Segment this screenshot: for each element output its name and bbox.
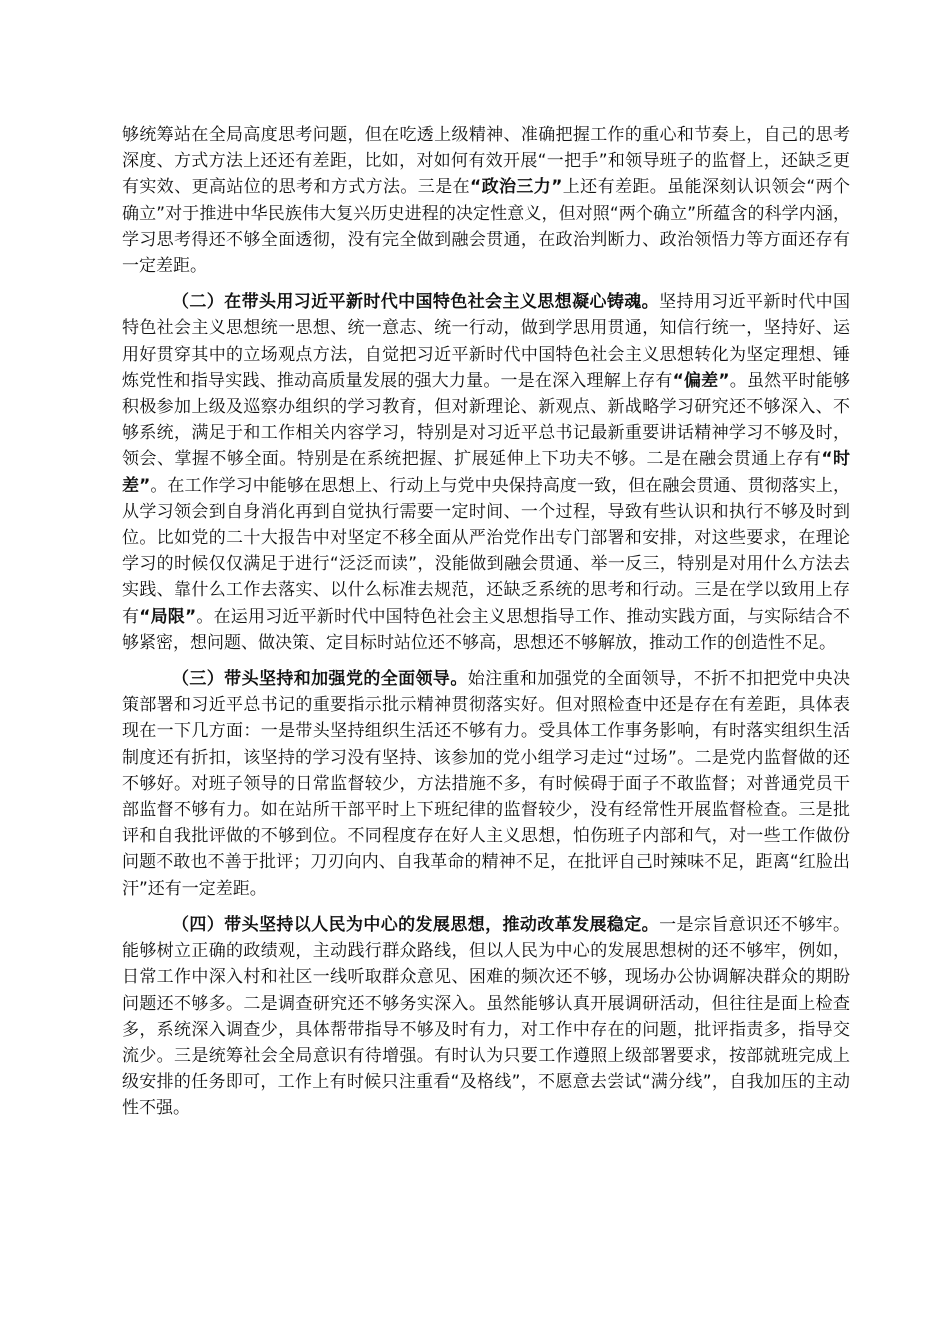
section-heading: （二）在带头用习近平新时代中国特色社会主义思想凝心铸魂。 [172, 292, 660, 313]
paragraph-text: 。在工作学习中能够在思想上、行动上与党中央保持高度一致，但在融会贯通、贯彻落实上，从学习领会到自身消化再到自觉执行需要一定时间、一个过程，导致有些认识和执行不够及时到位。比如党的二十大报告中对坚定不移全面从严治党作出专门部署和安排，对这些要求，在理论学习的时候仅仅满足于进行“泛泛而读”，没能做到融会贯通、举一反三，特别是对用什么方法去实践、靠什么工作去落实、以什么标准去规范，还缺乏系统的思考和行动。三是在学以致用上存有 [122, 475, 850, 627]
paragraph-text: 上还有差距。虽能深刻认识领会“两个确立”对于推进中华民族伟大复兴历史进程的决定性意义，但对照“两个确立”所蕴含的科学内涵，学习思考得还不够全面透彻，没有完全做到融会贯通，在政治判断力、政治领悟力等方面还存有一定差距。 [122, 177, 850, 277]
paragraph-emphasis: “局限” [139, 606, 197, 627]
paragraph-text: 始注重和加强党的全面领导，不折不扣把党中央决策部署和习近平总书记的重要指示批示精神贯彻落实好。但对照检查中还是存在有差距，具体表现在一下几方面：一是带头坚持组织生活还不够有力。受具体工作事务影响，有时落实组织生活制度还有折扣，该坚持的学习没有坚持、该参加的党小组学习走过“过场”。二是党内监督做的还不够好。对班子领导的日常监督较少，方法措施不多，有时候碍于面子不敢监督；对普通党员干部监督不够有力。如在站所干部平时上下班纪律的监督较少，没有经常性开展监督检查。三是批评和自我批评做的不够到位。不同程度存在好人主义思想，怕伤班子内部和气，对一些工作做份问题不敢也不善于批评；刀刃向内、自我革命的精神不足，在批评自己时辣味不足，距离“红脸出汗”还有一定差距。 [122, 669, 851, 899]
section-2-paragraph [122, 289, 850, 656]
section-heading: （四）带头坚持以人民为中心的发展思想，推动改革发展稳定。 [172, 914, 660, 935]
paragraph-emphasis: “偏差” [672, 370, 730, 391]
section-4-paragraph [122, 912, 850, 1122]
paragraph-text: 。在运用习近平新时代中国特色社会主义思想指导工作、推动实践方面，与实际结合不够紧密，想问题、做决策、定目标时站位还不够高，思想还不够解放，推动工作的创造性不足。 [122, 606, 851, 653]
paragraph-continuation [122, 122, 850, 279]
section-3-paragraph [122, 666, 850, 902]
paragraph-text: 够统筹站在全局高度思考问题，但在吃透上级精神、准确把握工作的重心和节奏上，自己的思考深度、方式方法上还还有差距，比如，对如何有效开展“一把手”和领导班子的监督上，还缺乏更有实效、更高站位的思考和方式方法。三是在 [122, 125, 850, 198]
paragraph-emphasis: “时差” [122, 449, 850, 496]
paragraph-emphasis: “政治三力” [470, 177, 563, 198]
paragraph-text: 。虽然平时能够积极参加上级及巡察办组织的学习教育，但对新理论、新观点、新战略学习研究还不够深入、不够系统，满足于和工作相关内容学习，特别是对习近平总书记最新重要讲话精神学习不够及时，领会、掌握不够全面。特别是在系统把握、扩展延伸上下功夫不够。二是在融会贯通上存有 [122, 370, 851, 470]
section-heading: （三）带头坚持和加强党的全面领导。 [172, 669, 468, 690]
paragraph-text: 坚持用习近平新时代中国特色社会主义思想统一思想、统一意志、统一行动，做到学思用贯通，知信行统一，坚持好、运用好贯穿其中的立场观点方法，自觉把习近平新时代中国特色社会主义思想转化为坚定理想、锤炼党性和指导实践、推动高质量发展的强大力量。一是在深入理解上存有 [122, 292, 851, 391]
paragraph-text: 一是宗旨意识还不够牢。能够树立正确的政绩观，主动践行群众路线，但以人民为中心的发展思想树的还不够牢，例如，日常工作中深入村和社区一线听取群众意见、困难的频次还不够，现场办公协调解决群众的期盼问题还不够多。二是调查研究还不够务实深入。虽然能够认真开展调研活动，但往往是面上检查多，系统深入调查少，具体帮带指导不够及时有力，对工作中存在的问题，批评指责多，指导交流少。三是统筹社会全局意识有待增强。有时认为只要工作遵照上级部署要求，按部就班完成上级安排的任务即可，工作上有时候只注重看“及格线”，不愿意去尝试“满分线”，自我加压的主动性不强。 [122, 914, 851, 1119]
